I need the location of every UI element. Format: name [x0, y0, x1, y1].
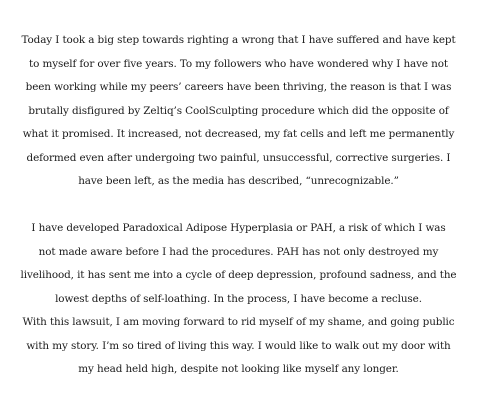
text-line: to myself for over five years. To my followers who have wondered why I have not — [29, 57, 448, 70]
text-line: not made aware before I had the procedures. PAH has not only destroyed my — [38, 245, 439, 258]
text-line: deformed even after undergoing two painful, unsuccessful, corrective surgeries. I — [26, 151, 451, 164]
text-line: been working while my peers’ careers have been thriving, the reason is that I was — [25, 81, 452, 93]
text-line: With this lawsuit, I am moving forward to rid myself of my shame, and going public — [22, 316, 455, 328]
text-line: what it promised. It increased, not decreased, my fat cells and left me permanently — [22, 128, 455, 140]
text-line: my head held high, despite not looking like myself any longer. — [78, 363, 399, 375]
text-line: livelihood, it has sent me into a cycle of deep depression, profound sadness, and the — [20, 269, 457, 281]
text-line: with my story. I’m so tired of living this way. I would like to walk out my door with — [26, 339, 451, 352]
paragraph-1 — [0, 29, 477, 194]
text-line: I have developed Paradoxical Adipose Hyperplasia or PAH, a risk of which I was — [31, 222, 446, 234]
paragraph-2 — [0, 217, 477, 382]
text-line: lowest depths of self-loathing. In the process, I have become a recluse. — [55, 292, 422, 305]
text-line: Today I took a big step towards righting a wrong that I have suffered and have kept — [21, 34, 456, 46]
text-line: have been left, as the media has described, “unrecognizable.” — [78, 175, 399, 187]
text-line: brutally disfigured by Zeltiq’s CoolSculpting procedure which did the opposite of — [28, 104, 449, 117]
